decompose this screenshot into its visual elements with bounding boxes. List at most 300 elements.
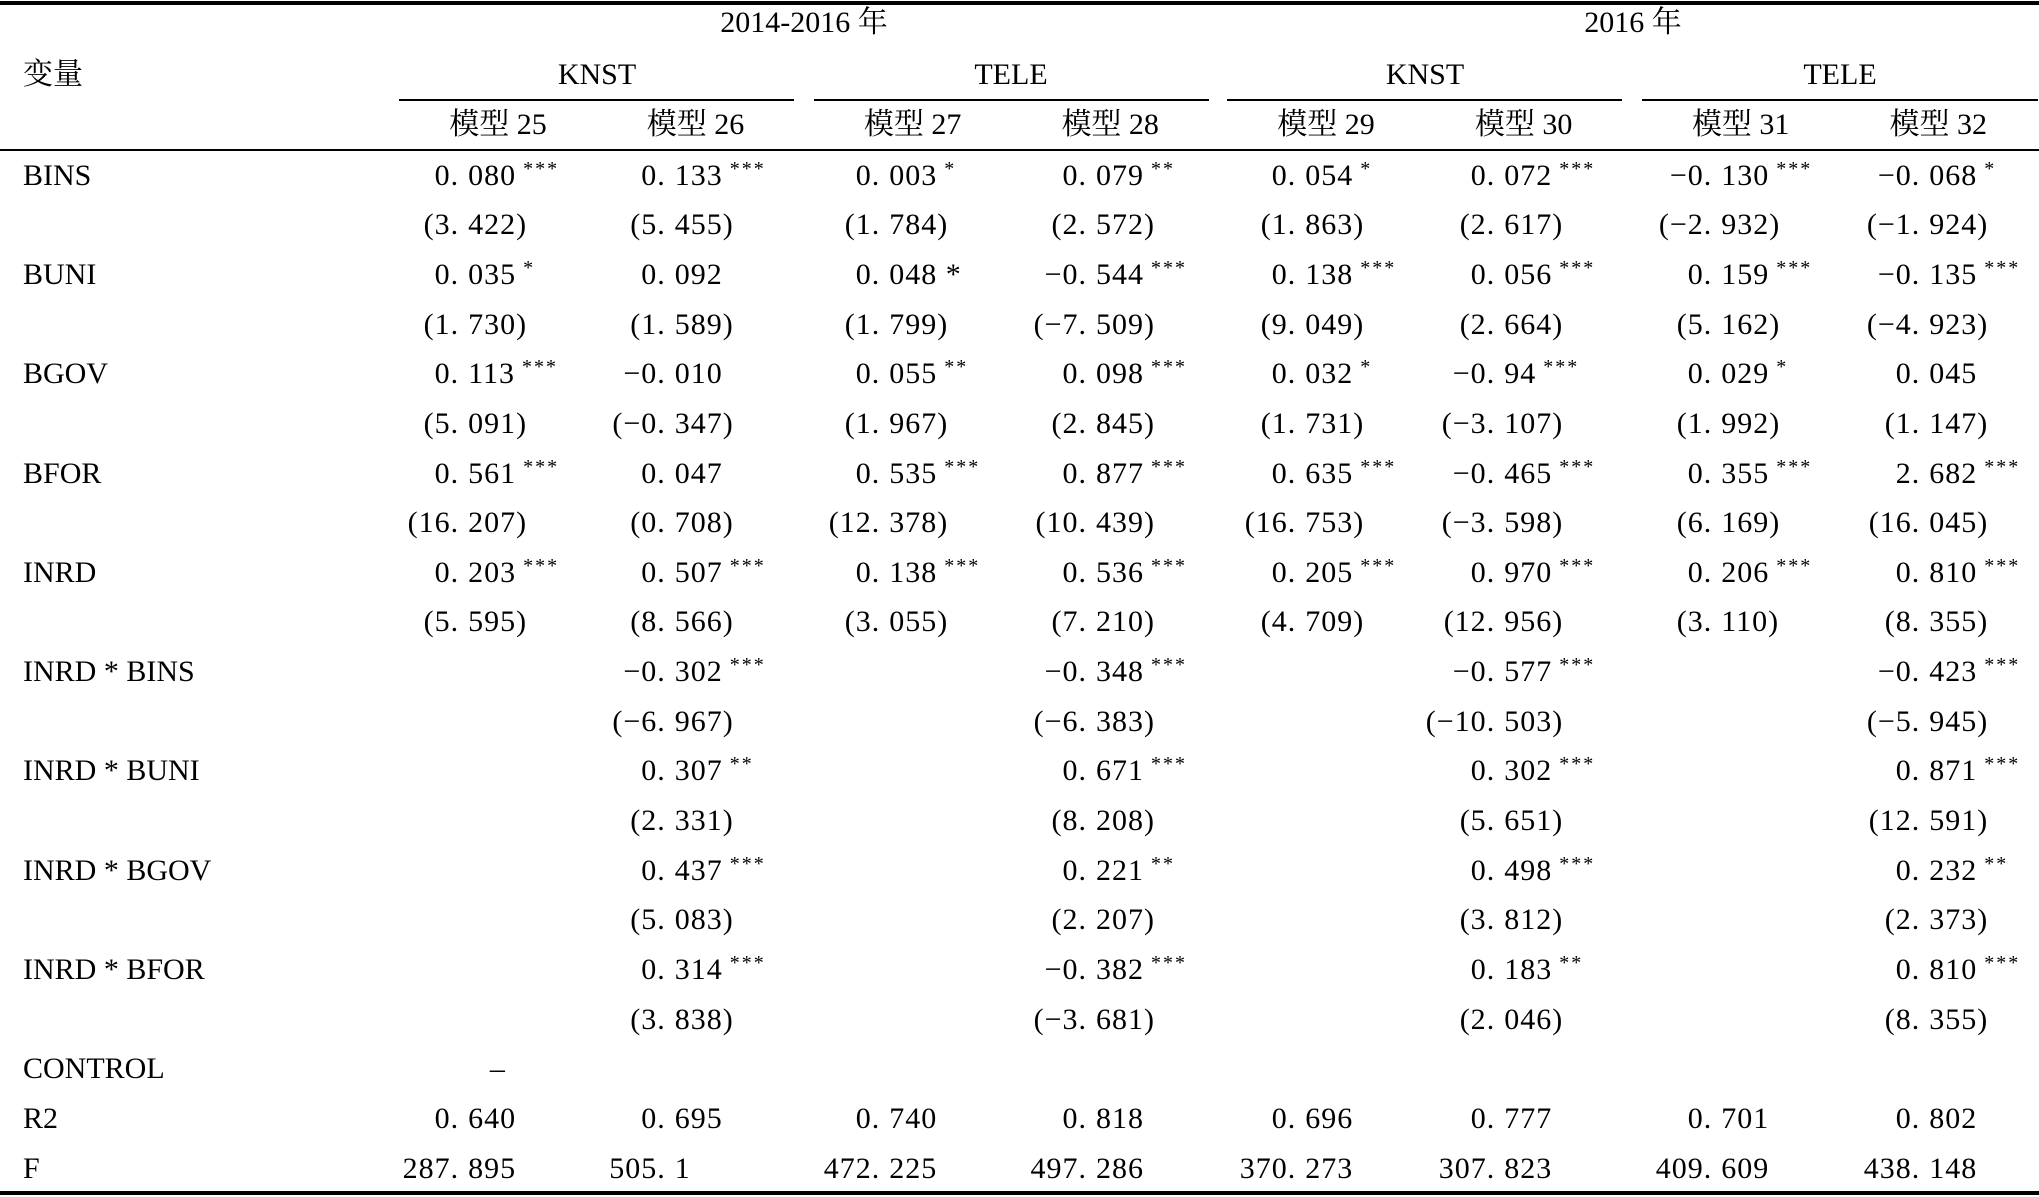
fraction-part: 589) (674, 307, 734, 341)
integer-part: 0 (641, 158, 658, 192)
fraction-part: 923) (1929, 307, 1989, 341)
t-statistic-value (1051, 404, 1156, 444)
coefficient-value (1271, 354, 1354, 394)
decimal-point: . (657, 853, 666, 887)
coefficient-value-cell (855, 156, 957, 196)
t-statistic-value (1868, 801, 1989, 841)
coefficient-value-cell (1452, 454, 1596, 494)
decimal-point: . (657, 804, 666, 838)
f-value (1863, 1149, 1978, 1189)
coefficient-value (1062, 156, 1145, 196)
decimal-point: . (1078, 903, 1087, 937)
top-rule (0, 1, 2039, 5)
fraction-part: 566) (674, 605, 734, 639)
integer-part: (−3 (1033, 1002, 1079, 1036)
integer-part: 0 (641, 754, 658, 788)
decimal-point: . (1911, 1151, 1921, 1185)
integer-part: 0 (1895, 357, 1912, 391)
integer-part: 0 (1470, 555, 1487, 589)
significance-stars: ** (1984, 852, 2009, 875)
integer-part: 0 (1470, 853, 1487, 887)
t-statistic-value-cell (612, 404, 734, 444)
fraction-part: 812) (1504, 903, 1564, 937)
integer-part: 0 (1470, 1102, 1487, 1135)
coefficient-value-cell (1062, 751, 1188, 791)
t-statistic-value-cell (423, 205, 528, 245)
integer-part: (1 (844, 208, 872, 242)
integer-part: 0 (1062, 853, 1079, 887)
model-header-28: 模型 28 (1061, 108, 1159, 141)
integer-part: (−5 (1866, 704, 1912, 738)
integer-part: 0 (1895, 555, 1912, 589)
integer-part: 0 (641, 456, 658, 490)
f-value-cell (1438, 1149, 1553, 1189)
decimal-point: . (871, 208, 881, 242)
r2-value-cell (641, 1099, 723, 1139)
t-statistic-value (612, 404, 734, 444)
integer-part: (5 (423, 605, 451, 639)
significance-stars: *** (1559, 157, 1596, 180)
t-statistic-value (1866, 702, 1989, 742)
integer-part: (1 (1884, 406, 1912, 440)
t-statistic-value (1051, 602, 1156, 642)
significance-stars: * (1360, 356, 1373, 379)
decimal-point: . (1078, 953, 1087, 987)
fraction-part: 225 (889, 1151, 938, 1185)
row-label-f: F (23, 1151, 40, 1185)
coefficient-value (1470, 950, 1553, 990)
integer-part: 0 (1271, 357, 1288, 391)
fraction-part: 382 (1096, 953, 1144, 987)
decimal-point: . (1911, 655, 1921, 689)
decimal-point: . (657, 158, 666, 192)
fraction-part: 083) (674, 903, 734, 937)
t-statistic-value (1868, 503, 1989, 543)
variable-column-header: 变量 (23, 58, 83, 91)
fraction-part: 838) (674, 1002, 734, 1036)
fraction-part: 056 (1504, 257, 1553, 291)
fraction-part: 635 (1305, 456, 1354, 490)
integer-part: 0 (1470, 754, 1487, 788)
integer-part: (3 (1676, 605, 1704, 639)
integer-part: 0 (1062, 456, 1079, 490)
r2-value (1687, 1099, 1770, 1139)
t-statistic-value-cell (844, 602, 949, 642)
integer-part: (12 (1868, 804, 1912, 838)
fraction-part: 730) (468, 307, 528, 341)
integer-part: (8 (1884, 605, 1912, 639)
integer-part: 0 (855, 456, 872, 490)
integer-part: (3 (423, 208, 451, 242)
t-statistic-value (1051, 205, 1156, 245)
t-statistic-value (630, 900, 734, 940)
coefficient-value (1470, 156, 1553, 196)
fraction-part: 967) (674, 704, 734, 738)
decimal-point: . (1486, 506, 1496, 540)
integer-part: (5 (630, 903, 658, 937)
fraction-part: 664) (1504, 307, 1564, 341)
decimal-point: . (1486, 1002, 1496, 1036)
coefficient-value (1687, 354, 1770, 394)
integer-part: 0 (1687, 257, 1704, 291)
coefficient-value (623, 652, 723, 692)
coefficient-value-cell (1687, 354, 1789, 394)
fraction-part: 777 (1504, 1102, 1553, 1135)
fraction-part: 347) (674, 406, 734, 440)
significance-stars: *** (1776, 554, 1813, 577)
t-statistic-value-cell (1051, 801, 1156, 841)
integer-part: 0 (1271, 555, 1288, 589)
decimal-point: . (657, 456, 666, 490)
significance-stars: *** (1984, 654, 2021, 677)
coefficient-value-cell (623, 652, 766, 692)
integer-part: (−1 (1866, 208, 1912, 242)
coefficient-value (1062, 851, 1145, 891)
fraction-part: 147) (1929, 406, 1989, 440)
r2-value (1271, 1099, 1354, 1139)
t-statistic-value-cell (630, 205, 734, 245)
t-statistic-value (423, 205, 528, 245)
fraction-part: 010 (674, 357, 723, 391)
integer-part: (−3 (1441, 406, 1487, 440)
coefficient-value-cell (1687, 454, 1813, 494)
decimal-point: . (1911, 357, 1921, 391)
coefficient-value-cell (1687, 255, 1813, 295)
decimal-point: . (657, 953, 666, 987)
t-statistic-value-cell (844, 305, 949, 345)
t-statistic-value-cell (844, 205, 949, 245)
t-statistic-value-cell (423, 602, 528, 642)
integer-part: 0 (1062, 555, 1079, 589)
decimal-point: . (657, 704, 666, 738)
t-statistic-value-cell (1033, 1000, 1156, 1040)
significance-stars: ** (944, 356, 969, 379)
fraction-part: 135 (1929, 257, 1978, 291)
integer-part: (4 (1260, 605, 1288, 639)
decimal-point: . (1078, 1102, 1087, 1135)
coefficient-value (1687, 255, 1770, 295)
fraction-part: 924) (1929, 208, 1989, 242)
fraction-part: 048 * (889, 257, 962, 291)
coefficient-value-cell (1470, 553, 1596, 593)
decimal-point: . (657, 754, 666, 788)
decimal-point: . (1078, 754, 1087, 788)
decimal-point: . (871, 257, 881, 291)
t-statistic-value (1033, 1000, 1156, 1040)
t-statistic-value (630, 503, 734, 543)
t-statistic-value (630, 305, 734, 345)
integer-part: (0 (630, 506, 658, 540)
significance-stars: *** (1984, 455, 2021, 478)
t-statistic-value (1260, 404, 1365, 444)
t-statistic-value (844, 404, 949, 444)
coefficient-value (1470, 255, 1553, 295)
fraction-part: 203 (468, 555, 517, 589)
t-statistic-value-cell (1459, 900, 1564, 940)
coefficient-value-cell (1062, 851, 1176, 891)
significance-stars: *** (523, 455, 560, 478)
integer-part: −0 (1877, 655, 1912, 689)
significance-stars: * (944, 157, 957, 180)
integer-part: −0 (1452, 655, 1487, 689)
fraction-part: 080 (468, 158, 517, 192)
decimal-point: . (450, 456, 460, 490)
t-statistic-value-cell (1051, 404, 1156, 444)
coefficient-value (641, 156, 723, 196)
t-statistic-value-cell (1459, 305, 1564, 345)
t-statistic-value-cell (1244, 503, 1365, 543)
integer-part: 472 (823, 1151, 872, 1185)
integer-part: 370 (1239, 1151, 1288, 1185)
t-statistic-value (1676, 305, 1781, 345)
fraction-part: 072 (1504, 158, 1553, 192)
fraction-part: 591) (1929, 804, 1989, 838)
integer-part: 0 (1271, 456, 1288, 490)
t-statistic-value-cell (844, 404, 949, 444)
integer-part: (6 (1676, 506, 1704, 540)
decimal-point: . (1703, 605, 1713, 639)
group-header-knst: KNST (557, 58, 637, 91)
significance-stars: *** (1151, 753, 1187, 776)
decimal-point: . (1486, 357, 1496, 391)
decimal-point: . (1703, 406, 1713, 440)
r2-value-cell (1470, 1099, 1553, 1139)
fraction-part: 068 (1929, 158, 1978, 192)
r2-value-cell (434, 1099, 517, 1139)
decimal-point: . (657, 655, 666, 689)
coefficient-value (1877, 255, 1978, 295)
integer-part: (−0 (612, 406, 658, 440)
t-statistic-value-cell (1676, 404, 1781, 444)
model-header-29: 模型 29 (1277, 108, 1375, 141)
coefficient-value (1062, 454, 1145, 494)
fraction-part: 055 (889, 357, 938, 391)
fraction-part: 455) (674, 208, 734, 242)
row-label-bgov: BGOV (23, 357, 109, 391)
integer-part: 0 (641, 1102, 658, 1135)
decimal-point: . (1486, 456, 1496, 490)
integer-part: (3 (630, 1002, 658, 1036)
integer-part: (−4 (1866, 307, 1912, 341)
decimal-point: . (1287, 257, 1297, 291)
f-value-cell (823, 1149, 938, 1189)
fraction-part: 863) (1305, 208, 1365, 242)
significance-stars: *** (1984, 753, 2021, 776)
coefficient-value (1895, 751, 1978, 791)
t-statistic-value-cell (407, 503, 528, 543)
fraction-part: 640 (468, 1102, 517, 1135)
decimal-point: . (1486, 208, 1496, 242)
decimal-point: . (450, 555, 460, 589)
integer-part: (−10 (1425, 704, 1487, 738)
decimal-point: . (871, 555, 881, 589)
row-label-buni: BUNI (23, 257, 97, 291)
fraction-part: 956) (1504, 605, 1564, 639)
integer-part: 438 (1863, 1151, 1912, 1185)
fraction-part: 696 (1305, 1102, 1354, 1135)
significance-stars: *** (1776, 157, 1813, 180)
row-label-inrd-bgov: INRD * BGOV (23, 853, 212, 887)
t-statistic-value-cell (1868, 503, 1989, 543)
t-statistic-value-cell (630, 801, 734, 841)
t-statistic-value-cell (630, 602, 734, 642)
t-statistic-value-cell (1866, 205, 1989, 245)
decimal-point: . (1486, 853, 1496, 887)
coefficient-value-cell (855, 454, 981, 494)
significance-stars: *** (729, 852, 766, 875)
significance-stars: *** (1543, 356, 1580, 379)
decimal-point: . (1703, 555, 1713, 589)
coefficient-value (1044, 255, 1145, 295)
coefficient-value (855, 354, 938, 394)
coefficient-value (1895, 851, 1978, 891)
row-label-r2: R2 (23, 1102, 59, 1135)
fraction-part: 206 (1721, 555, 1770, 589)
integer-part: −0 (1877, 257, 1912, 291)
fraction-part: 895 (468, 1151, 517, 1185)
significance-stars: *** (1559, 753, 1596, 776)
decimal-point: . (1078, 605, 1087, 639)
integer-part: 409 (1655, 1151, 1704, 1185)
significance-stars: *** (729, 654, 766, 677)
t-statistic-value (1260, 602, 1365, 642)
model-header-30: 模型 30 (1474, 108, 1573, 141)
f-value-cell (1030, 1149, 1145, 1189)
r2-value-cell (1895, 1099, 1978, 1139)
fraction-part: 740 (889, 1102, 938, 1135)
significance-stars: *** (1151, 654, 1187, 677)
decimal-point: . (1911, 555, 1921, 589)
fraction-part: 049) (1305, 307, 1365, 341)
t-statistic-value-cell (1676, 602, 1780, 642)
t-statistic-value-cell (612, 702, 734, 742)
fraction-part: 159 (1721, 257, 1770, 291)
significance-stars: *** (1559, 654, 1596, 677)
integer-part: 0 (434, 456, 451, 490)
integer-part: (2 (1459, 1002, 1487, 1036)
coefficient-value (1470, 851, 1553, 891)
coefficient-value (641, 851, 723, 891)
integer-part: (5 (1676, 307, 1704, 341)
decimal-point: . (1911, 704, 1921, 738)
fraction-part: 422) (468, 208, 528, 242)
decimal-point: . (871, 307, 881, 341)
integer-part: (8 (1884, 1002, 1912, 1036)
fraction-part: 617) (1504, 208, 1564, 242)
coefficient-value (1669, 156, 1770, 196)
decimal-point: . (1287, 208, 1297, 242)
f-value-cell (1655, 1149, 1770, 1189)
f-value-cell (1863, 1149, 1978, 1189)
coefficient-value (623, 354, 723, 394)
fraction-part: 561 (468, 456, 517, 490)
decimal-point: . (1078, 1151, 1087, 1185)
t-statistic-value (630, 602, 734, 642)
fraction-part: 945) (1929, 704, 1989, 738)
decimal-point: . (657, 357, 666, 391)
integer-part: 0 (434, 158, 451, 192)
integer-part: (2 (1459, 208, 1487, 242)
significance-stars: *** (1559, 256, 1596, 279)
decimal-point: . (871, 506, 881, 540)
t-statistic-value (1676, 503, 1781, 543)
decimal-point: . (1911, 1002, 1921, 1036)
fraction-part: 183 (1504, 953, 1553, 987)
fraction-part: 148 (1929, 1151, 1978, 1185)
coefficient-value-cell (1895, 454, 2021, 494)
decimal-point: . (657, 208, 666, 242)
coefficient-value-cell (641, 950, 766, 990)
decimal-point: . (1703, 506, 1713, 540)
integer-part: 0 (1895, 953, 1912, 987)
decimal-point: . (1486, 754, 1496, 788)
coefficient-value (1895, 950, 1978, 990)
integer-part: (3 (1459, 903, 1487, 937)
t-statistic-value (630, 1000, 734, 1040)
decimal-point: . (1911, 903, 1921, 937)
coefficient-value (1895, 454, 1978, 494)
f-value (1030, 1149, 1145, 1189)
integer-part: 497 (1030, 1151, 1079, 1185)
integer-part: −0 (623, 655, 658, 689)
decimal-point: . (871, 1151, 881, 1185)
fraction-part: 302 (674, 655, 723, 689)
decimal-point: . (1287, 1151, 1297, 1185)
fraction-part: 355) (1929, 1002, 1989, 1036)
integer-part: 0 (855, 158, 872, 192)
t-statistic-value (1035, 503, 1156, 543)
decimal-point: . (1078, 655, 1087, 689)
integer-part: (5 (630, 208, 658, 242)
decimal-point: . (1486, 953, 1496, 987)
significance-stars: *** (944, 455, 981, 478)
significance-stars: *** (1151, 455, 1187, 478)
coefficient-value-cell (855, 255, 962, 295)
significance-stars: ** (1151, 157, 1175, 180)
decimal-point: . (1078, 704, 1087, 738)
coefficient-value-cell (1062, 454, 1188, 494)
r2-value (855, 1099, 938, 1139)
fraction-part: 818 (1096, 1102, 1144, 1135)
fraction-part: 378) (889, 506, 949, 540)
fraction-part: 054 (1305, 158, 1354, 192)
coefficient-value (641, 751, 723, 791)
f-value-cell (1239, 1149, 1354, 1189)
integer-part: (7 (1051, 605, 1079, 639)
decimal-point: . (1287, 307, 1297, 341)
coefficient-value-cell (1877, 156, 1997, 196)
t-statistic-value (1260, 205, 1365, 245)
t-statistic-value (1866, 205, 1989, 245)
coefficient-value (1470, 553, 1553, 593)
integer-part: 0 (434, 1102, 451, 1135)
integer-part: 0 (434, 357, 451, 391)
t-statistic-value-cell (1459, 205, 1564, 245)
decimal-point: . (1486, 1151, 1496, 1185)
group-underline (814, 99, 1209, 101)
fraction-part: 314 (674, 953, 723, 987)
t-statistic-value-cell (1676, 503, 1781, 543)
decimal-point: . (1078, 158, 1087, 192)
fraction-part: 708) (674, 506, 734, 540)
coefficient-value-cell (855, 553, 981, 593)
f-value (609, 1149, 691, 1189)
fraction-part: 423 (1929, 655, 1978, 689)
decimal-point: . (871, 406, 881, 440)
significance-stars: *** (944, 554, 981, 577)
t-statistic-value (1658, 205, 1781, 245)
decimal-point: . (1486, 158, 1496, 192)
